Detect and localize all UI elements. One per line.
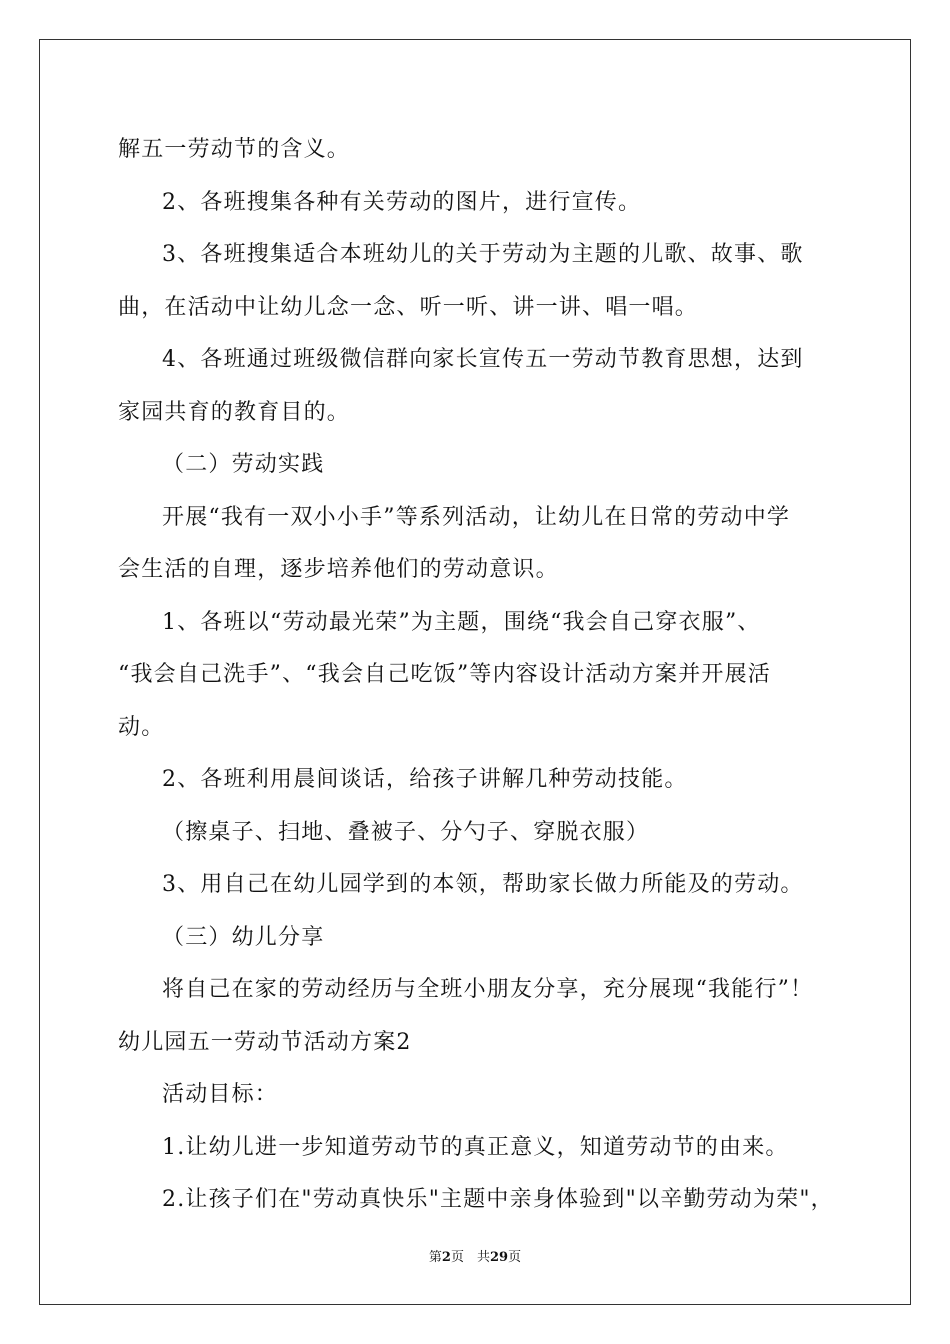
footer-current-page: 2 xyxy=(441,1250,451,1265)
text-line: 曲，在活动中让幼儿念一念、听一听、讲一讲、唱一唱。 xyxy=(118,294,699,320)
text-line: 开展“我有一双小小手”等系列活动，让幼儿在日常的劳动中学 xyxy=(162,504,791,530)
text-line: 1.让幼儿进一步知道劳动节的真正意义，知道劳动节的由来。 xyxy=(162,1134,789,1160)
footer-middle: 页 共 xyxy=(450,1250,490,1265)
text-line: 会生活的自理，逐步培养他们的劳动意识。 xyxy=(118,557,559,582)
text-line: 2、各班利用晨间谈话，给孩子讲解几种劳动技能。 xyxy=(162,767,688,792)
footer-suffix: 页 xyxy=(508,1250,522,1265)
text-line: （二）劳动实践 xyxy=(162,452,325,477)
footer-total-pages: 29 xyxy=(489,1250,509,1265)
text-line: 3、各班搜集适合本班幼儿的关于劳动为主题的儿歌、故事、歌 xyxy=(162,242,804,267)
footer-prefix: 第 xyxy=(428,1250,442,1265)
text-line: 2、各班搜集各种有关劳动的图片，进行宣传。 xyxy=(162,189,642,215)
text-line: 动。 xyxy=(118,714,165,740)
text-line: 活动目标： xyxy=(162,1082,279,1107)
text-line: 解五一劳动节的含义。 xyxy=(118,137,351,162)
text-line: 4、各班通过班级微信群向家长宣传五一劳动节教育思想，达到 xyxy=(162,347,804,372)
text-line: 将自己在家的劳动经历与全班小朋友分享，充分展现“我能行”！ xyxy=(162,977,814,1002)
document-body xyxy=(118,124,834,1227)
page-footer xyxy=(0,1246,950,1265)
text-line: 2.让孩子们在"劳动真快乐"主题中亲身体验到"以辛勤劳动为荣"， xyxy=(162,1187,834,1212)
text-line: 幼儿园五一劳动节活动方案2 xyxy=(118,1029,412,1055)
text-line: 3、用自己在幼儿园学到的本领，帮助家长做力所能及的劳动。 xyxy=(162,872,804,897)
text-line: （三）幼儿分享 xyxy=(162,924,325,950)
text-line: （擦桌子、扫地、叠被子、分勺子、穿脱衣服） xyxy=(162,819,650,845)
text-line: 家园共育的教育目的。 xyxy=(118,399,351,425)
text-line: 1、各班以“劳动最光荣”为主题，围绕“我会自己穿衣服”、 xyxy=(162,609,761,635)
text-line: “我会自己洗手”、“我会自己吃饭”等内容设计活动方案并开展活 xyxy=(118,662,771,687)
